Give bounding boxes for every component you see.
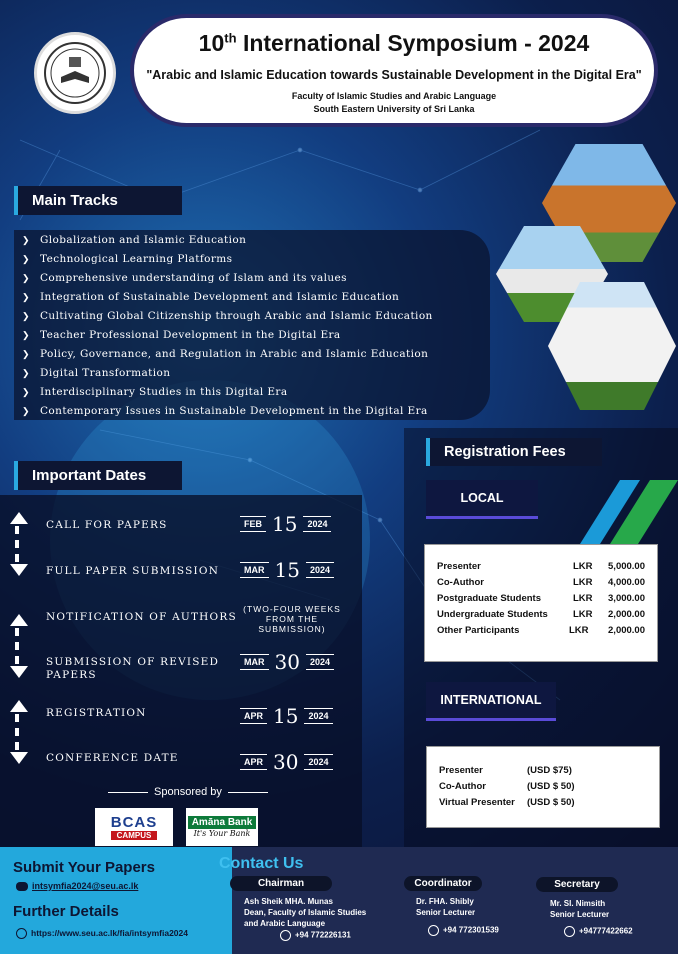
fee-amount: 2,000.00: [608, 625, 645, 636]
page-title: 10th International Symposium - 2024: [198, 30, 590, 56]
registration-fees-heading: Registration Fees: [426, 438, 602, 466]
contact-coordinator: Dr. FHA. Shibly Senior Lecturer: [416, 897, 476, 917]
timeline-arrow-1: [10, 512, 28, 576]
chevron-right-icon: ❯: [22, 407, 30, 417]
fee-label: Presenter: [437, 561, 481, 572]
track-item: ❯ Interdisciplinary Studies in this Digital Era: [22, 386, 288, 398]
contact-role-chairman: Chairman: [230, 876, 332, 891]
fee-label: Virtual Presenter: [439, 797, 515, 808]
contact-chairman: Ash Sheik MHA. Munas Dean, Faculty of Islamic Studies and Arabic Language: [244, 897, 367, 928]
fee-amount: (USD $ 50): [527, 797, 575, 808]
track-item: ❯ Policy, Governance, and Regulation in Arabic and Islamic Education: [22, 348, 429, 360]
chevron-right-icon: ❯: [22, 331, 30, 341]
chevron-right-icon: ❯: [22, 274, 30, 284]
sponsored-by: Sponsored by: [88, 786, 288, 798]
fee-amount: 5,000.00: [608, 561, 645, 572]
fee-currency: LKR: [573, 561, 593, 572]
phone-icon: [428, 925, 439, 936]
timeline-arrow-2: [10, 614, 28, 678]
crest-icon: [43, 41, 107, 105]
symposium-theme: "Arabic and Islamic Education towards Sustainable Development in the Digital Era": [146, 68, 642, 82]
chevron-right-icon: ❯: [22, 255, 30, 265]
track-item: ❯ Integration of Sustainable Development and Islamic Education: [22, 291, 400, 303]
fee-amount: 2,000.00: [608, 609, 645, 620]
track-item: ❯ Globalization and Islamic Education: [22, 234, 247, 246]
chevron-right-icon: ❯: [22, 350, 30, 360]
fee-label: Co-Author: [437, 577, 484, 588]
chevron-right-icon: ❯: [22, 236, 30, 246]
faculty-name: Faculty of Islamic Studies and Arabic Language: [291, 91, 497, 101]
fee-amount: (USD $75): [527, 765, 572, 776]
decorative-stripes: [540, 480, 678, 544]
contact-heading: Contact Us: [219, 855, 304, 872]
fee-amount: (USD $ 50): [527, 781, 575, 792]
date-label-notification: NOTIFICATION OF AUTHORS: [46, 611, 237, 623]
track-item: ❯ Cultivating Global Citizenship through Arabic and Islamic Education: [22, 310, 433, 322]
fee-currency: LKR: [573, 593, 593, 604]
email-icon: [16, 882, 28, 891]
fee-label: Other Participants: [437, 625, 520, 636]
phone-icon: [280, 930, 291, 941]
date-label-call: CALL FOR PAPERS: [46, 519, 168, 531]
date-label-conference: CONFERENCE DATE: [46, 752, 179, 764]
date-revised: MAR 30 2024: [240, 650, 334, 674]
chevron-right-icon: ❯: [22, 369, 30, 379]
local-fee-table: [424, 544, 658, 662]
timeline-arrow-3: [10, 700, 28, 764]
track-item: ❯ Technological Learning Platforms: [22, 253, 233, 265]
date-label-full-paper: FULL PAPER SUBMISSION: [46, 565, 220, 577]
globe-icon: [16, 928, 27, 939]
chevron-right-icon: ❯: [22, 388, 30, 398]
email-link[interactable]: intsymfia2024@seu.ac.lk: [16, 881, 138, 891]
fee-currency: LKR: [569, 625, 589, 636]
track-item: ❯ Teacher Professional Development in the Digital Era: [22, 329, 341, 341]
fee-label: Undergraduate Students: [437, 609, 548, 620]
fee-amount: 3,000.00: [608, 593, 645, 604]
details-heading: Further Details: [13, 903, 119, 920]
date-notification-note: (TWO-FOUR WEEKS FROM THE SUBMISSION): [243, 604, 341, 634]
date-full-paper: MAR 15 2024: [240, 558, 334, 582]
phone-icon: [564, 926, 575, 937]
contact-secretary: Mr. SI. Nimsith Senior Lecturer: [550, 899, 610, 919]
website-link[interactable]: https://www.seu.ac.lk/fia/intsymfia2024: [16, 928, 188, 939]
date-registration: APR 15 2024: [240, 704, 333, 728]
contact-role-secretary: Secretary: [536, 877, 618, 892]
fee-label: Postgraduate Students: [437, 593, 541, 604]
university-logo: [34, 32, 116, 114]
date-label-revised: SUBMISSION OF REVISED PAPERS: [46, 656, 220, 681]
sponsor-amana-logo: Amāna Bank It's Your Bank: [186, 808, 258, 846]
track-item: ❯ Comprehensive understanding of Islam and its values: [22, 272, 347, 284]
main-tracks-heading: Main Tracks: [14, 186, 182, 215]
secretary-phone: +94777422662: [564, 926, 633, 937]
sponsor-bcas-logo: BCAS CAMPUS: [95, 808, 173, 846]
international-fee-table: [426, 746, 660, 828]
contact-role-coordinator: Coordinator: [404, 876, 482, 891]
track-item: ❯ Digital Transformation: [22, 367, 171, 379]
fee-currency: LKR: [573, 577, 593, 588]
university-name: South Eastern University of Sri Lanka: [313, 104, 475, 114]
date-label-registration: REGISTRATION: [46, 707, 147, 719]
submit-heading: Submit Your Papers: [13, 859, 155, 876]
chevron-right-icon: ❯: [22, 312, 30, 322]
date-conference: APR 30 2024: [240, 750, 333, 774]
chairman-phone: +94 772226131: [280, 930, 351, 941]
fee-label: Co-Author: [439, 781, 486, 792]
fee-currency: LKR: [573, 609, 593, 620]
track-item: ❯ Contemporary Issues in Sustainable Development in the Digital Era: [22, 405, 428, 417]
fee-label: Presenter: [439, 765, 483, 776]
chevron-right-icon: ❯: [22, 293, 30, 303]
organizer: [134, 90, 654, 116]
date-call: FEB 15 2024: [240, 512, 331, 536]
local-tag: LOCAL: [426, 480, 538, 519]
fee-amount: 4,000.00: [608, 577, 645, 588]
coordinator-phone: +94 772301539: [428, 925, 499, 936]
important-dates-heading: Important Dates: [14, 461, 182, 490]
international-tag: INTERNATIONAL: [426, 682, 556, 721]
